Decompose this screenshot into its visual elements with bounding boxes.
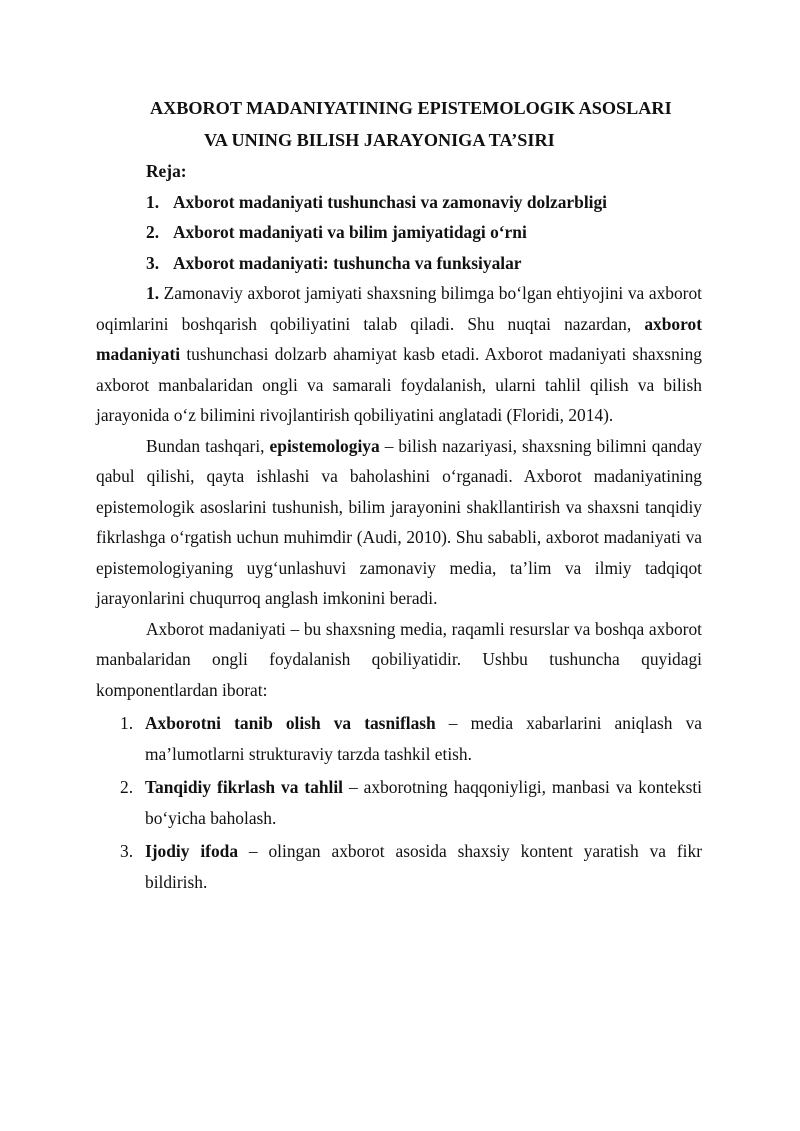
plan-item [96,248,702,279]
paragraph-2-term: epistemologiya [269,435,380,456]
component-number: 3. [120,841,134,861]
plan-heading: Reja: [146,161,187,181]
paragraph-1-term: axborot madaniyati [96,313,702,364]
paragraph-3: Axborot madaniyati – bu shaxsning media, raqamli resurslar va boshqa axborot manbalaridan ongli foydalanish qobiliyatidir. Ushbu tushuncha quyidagi komponentlardan iborat: [96,618,702,700]
component-term: Axborotni tanib olish va tasniflash [145,713,436,733]
document-title [96,93,702,155]
component-number: 1. [120,713,134,733]
component-number: 2. [120,777,134,797]
plan-item-text: Axborot madaniyati va bilim jamiyatidagi o‘rni [173,222,527,242]
plan-item [96,217,702,248]
plan-item-text: Axborot madaniyati tushunchasi va zamonaviy dolzarbligi [173,191,608,212]
plan-list [96,187,702,279]
paragraph-1-text-b: tushunchasi dolzarb ahamiyat kasb etadi. Axborot madaniyati shaxsning axborot manbalaridan ongli va samarali foydalanish, ularni tahlil qilish va bilish jarayonida o‘z bilimini rivojlantirish qobiliyatini anglatadi (Floridi, 2014). [96,344,702,425]
component-term: Ijodiy ifoda [145,841,239,861]
paragraph-1-number: 1. [146,283,160,303]
plan-item-number: 1. [146,191,160,212]
plan-item [96,187,702,218]
paragraph-2-text-a: Bundan tashqari, [146,435,270,456]
component-text: – media xabarlarini aniqlash va ma’lumotlarni strukturaviy tarzda tashkil etish. [145,713,702,764]
paragraph-2 [96,431,702,614]
title-line-1: AXBOROT MADANIYATINING EPISTEMOLOGIK ASOSLARI [150,98,672,118]
paragraph-1 [96,278,702,431]
plan-item-number: 2. [146,222,160,242]
title-line-2: VA UNING BILISH JARAYONIGA TA’SIRI [204,130,555,150]
paragraph-2-text-b: – bilish nazariyasi, shaxsning bilimni qanday qabul qilishi, qayta ishlashi va baholashini o‘rganadi. Axborot madaniyatining epistemologik asoslarini tushunish, bilim jarayonini shakllantirish va shaxsni tanqidiy fikrlashga o‘rgatish uchun muhimdir (Audi, 2010). Shu sababli, axborot madaniyati va epistemologiyaning uyg‘unlashuvi zamonaviy media, ta’lim va ilmiy tadqiqot jarayonlarini chuqurroq anglash imkonini beradi. [96,435,703,608]
plan-item-text: Axborot madaniyati: tushuncha va funksiyalar [173,252,522,273]
plan-item-number: 3. [146,252,160,273]
component-text: – axborotning haqqoniyligi, manbasi va konteksti bo‘yicha baholash. [145,777,703,828]
component-term: Tanqidiy fikrlash va tahlil [145,777,344,797]
paragraph-1-text-a: Zamonaviy axborot jamiyati shaxsning bilimga bo‘lgan ehtiyojini va axborot oqimlarini boshqarish qobiliyatini talab qiladi. Shu nuqtai nazardan, [96,283,702,334]
component-item [96,772,702,833]
components-list [96,708,702,897]
component-item [96,708,702,769]
component-text: – olingan axborot asosida shaxsiy kontent yaratish va fikr bildirish. [145,841,702,892]
document-page [96,93,702,897]
component-item [96,836,702,897]
